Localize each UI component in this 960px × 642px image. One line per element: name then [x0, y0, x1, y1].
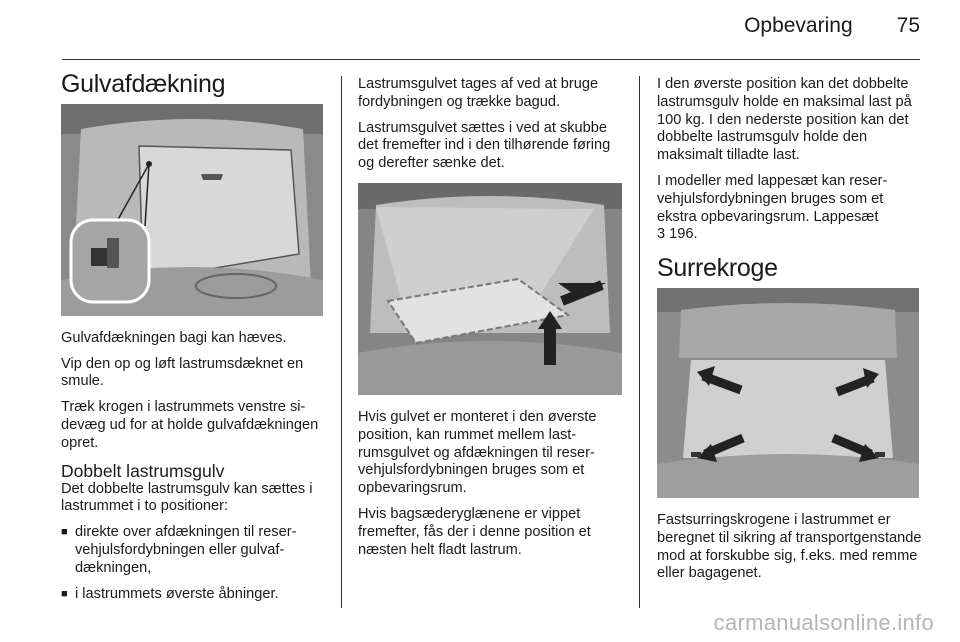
watermark: carmanualsonline.info [713, 610, 934, 635]
list-item: ■ i lastrummets øverste åbninger. [61, 586, 323, 604]
page-header [744, 14, 920, 38]
column-divider-2 [639, 76, 640, 608]
double-floor-figure [358, 183, 622, 395]
column-1 [61, 70, 323, 611]
paragraph: Vip den op og løft lastrumsdæknet en smule. [61, 355, 304, 390]
lashing-eyes-figure [657, 288, 919, 498]
section-heading-floor-cover: Gulvafdækning [61, 70, 226, 98]
paragraph: Hvis gulvet er monteret i den øverste position, kan rummet mellem lastrumsgulvet og afdækningen til reservehjulsfordybningen bruges som et opbevaringsrum. [358, 408, 597, 497]
subheading-double-floor: Dobbelt lastrumsgulv [61, 460, 225, 481]
paragraph: Træk krogen i lastrummets venstre sidevæg ud for at holde gulvafdækningen opret. [61, 399, 319, 451]
paragraph: I den øverste position kan det dobbelte lastrumsgulv holde en maksimal last på 100 kg. I den nederste position kan det dobbelte lastrumsgulv holde den maksimalt tilladte last. [657, 76, 912, 164]
header-title: Opbevaring [744, 14, 853, 37]
paragraph: Gulvafdækningen bagi kan hæves. [61, 329, 287, 346]
column-3 [657, 76, 923, 591]
bullet-list [61, 524, 323, 603]
paragraph: Lastrumsgulvet sættes i ved at skubbe det fremefter ind i den tilhørende føring og derefter sænke det. [358, 119, 611, 172]
column-2 [358, 76, 624, 567]
paragraph: Lastrumsgulvet tages af ved at bruge fordybningen og trække bagud. [358, 76, 599, 110]
floor-cover-figure [61, 104, 323, 316]
header-rule [62, 59, 920, 60]
paragraph: I modeller med lappesæt kan reservehjulsfordybningen bruges som et ekstra opbevaringsrum. Lappesæt [657, 172, 888, 225]
page-reference: 3 196. [657, 226, 698, 243]
paragraph: Fastsurringskrogene i lastrummet er beregnet til sikring af transportgenstande mod at forskubbe sig, f.eks. med remme eller bagagenet. [657, 511, 922, 582]
section-heading-lashing-eyes: Surrekroge [657, 254, 778, 283]
paragraph: Hvis bagsæderyglænene er vippet fremefter, fås der i denne position et næsten helt fladt lastrum. [358, 505, 591, 558]
page-number: 75 [896, 14, 920, 37]
list-item: ■ direkte over afdækningen til reservehjulsfordybningen eller gulvafdækningen, [61, 524, 323, 577]
paragraph: Det dobbelte lastrumsgulv kan sættes i lastrummet i to positioner: [61, 480, 313, 515]
column-divider-1 [341, 76, 342, 608]
